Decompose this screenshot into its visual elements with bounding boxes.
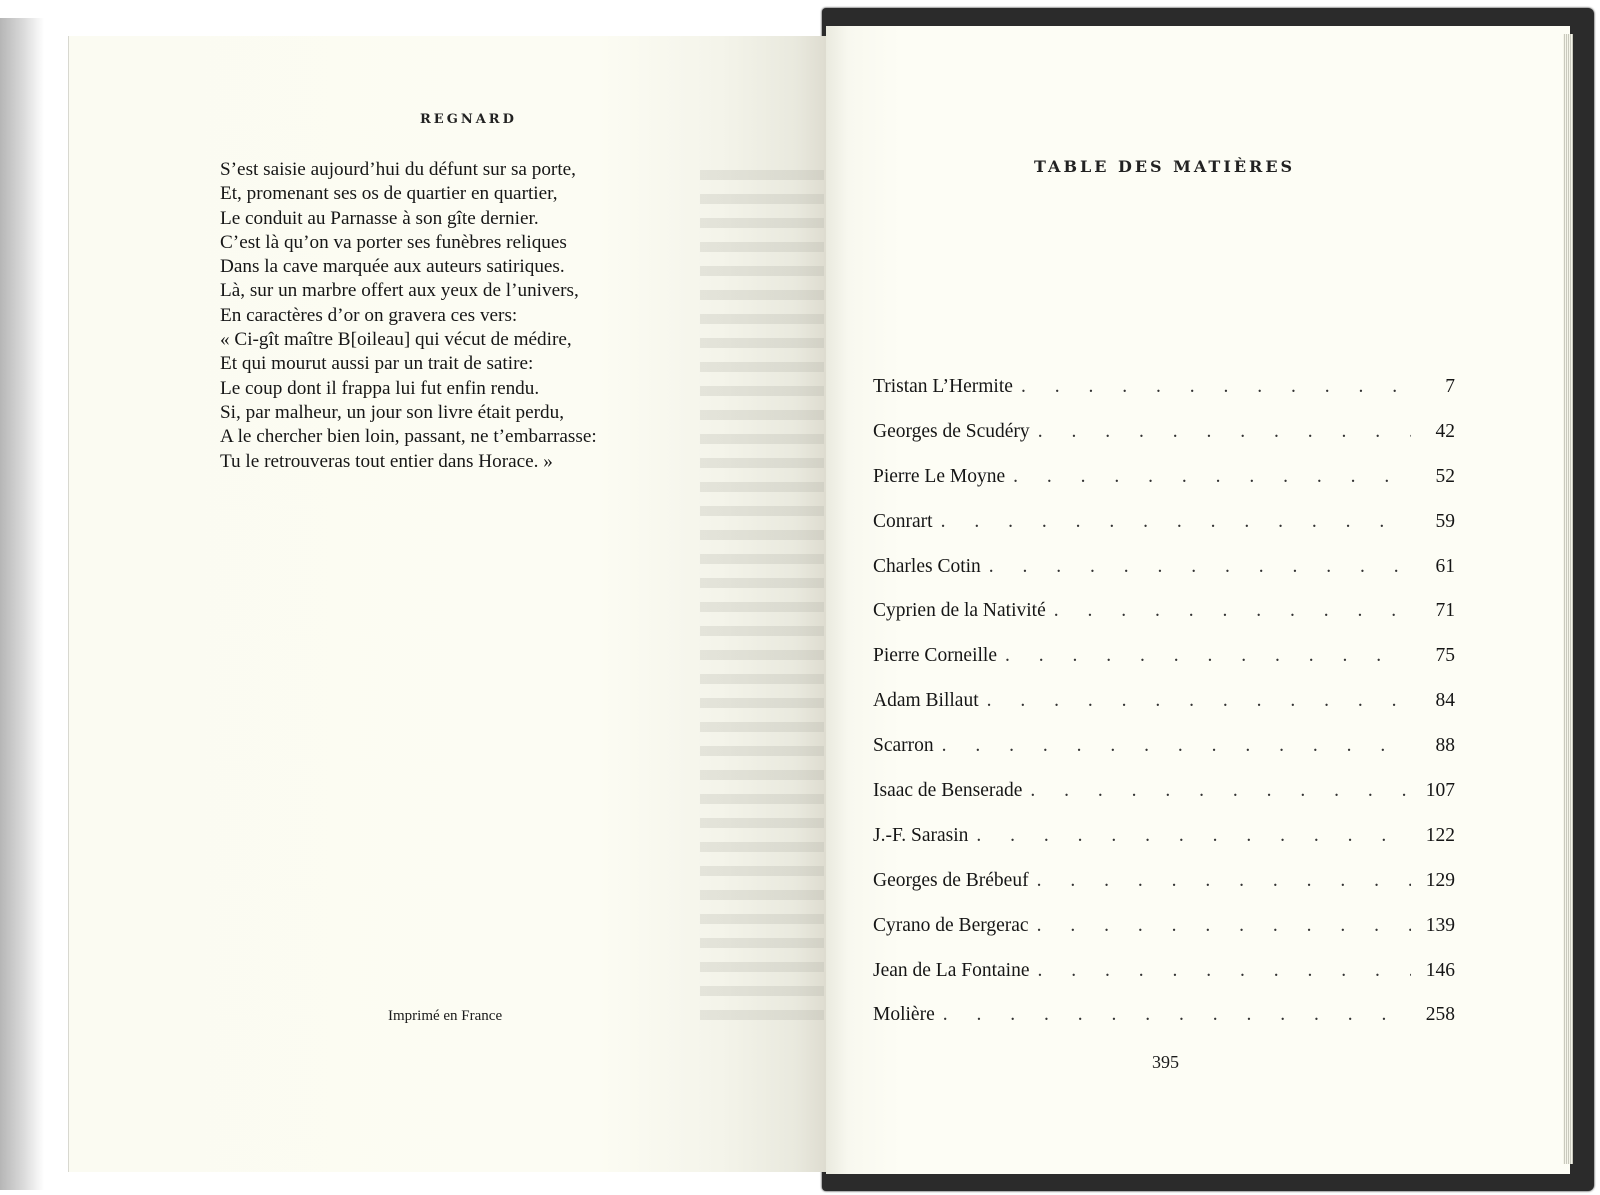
toc-entry-name: Scarron: [873, 735, 934, 757]
toc-entry-page: 71: [1435, 600, 1455, 622]
verse-block: [220, 158, 597, 474]
toc-entry: [873, 600, 1455, 645]
toc-entry-name: Georges de Scudéry: [873, 420, 1030, 442]
toc-entry-page: 88: [1435, 735, 1455, 757]
toc-entry-page: 59: [1435, 510, 1455, 532]
toc-entry-page: 107: [1425, 780, 1455, 802]
dot-leader: [976, 825, 1411, 847]
toc-entry-name: Tristan L’Hermite: [873, 376, 1013, 397]
toc-entry: [873, 870, 1455, 915]
verse-line: Le conduit au Parnasse à son gîte dernier.: [220, 207, 539, 229]
dot-leader: [1005, 645, 1411, 667]
dot-leader: [1054, 600, 1411, 622]
toc-title: TABLE DES MATIÈRES: [1034, 157, 1296, 176]
toc-entry: [873, 645, 1455, 690]
toc-entry-name: Charles Cotin: [873, 555, 981, 577]
toc-entry-name: Pierre Le Moyne: [873, 465, 1006, 487]
page-edges: [1563, 34, 1573, 1164]
page-number: 395: [1152, 1052, 1179, 1072]
show-through-text: [700, 162, 824, 1032]
toc-entry-page: 122: [1425, 824, 1455, 846]
verse-line: Et, promenant ses os de quartier en quartier,: [220, 183, 558, 205]
dot-leader: [1021, 376, 1411, 398]
toc-entry-page: 139: [1425, 914, 1455, 936]
toc-entry-name: Molière: [873, 1004, 935, 1026]
verse-line: S’est saisie aujourd’hui du défunt sur sa porte,: [220, 159, 576, 180]
dot-leader: [987, 690, 1411, 712]
toc-entry-page: 52: [1435, 465, 1455, 487]
toc-entry: [873, 511, 1455, 556]
dot-leader: [1038, 421, 1411, 443]
toc-entry-page: 42: [1435, 420, 1455, 442]
dot-leader: [941, 511, 1411, 533]
verse-line: Le coup dont il frappa lui fut enfin rendu.: [220, 377, 540, 399]
toc-entry: [873, 466, 1455, 511]
verse-line: Là, sur un marbre offert aux yeux de l’univers,: [220, 280, 579, 302]
verse-line: Tu le retrouveras tout entier dans Horace. »: [220, 450, 553, 472]
verse-line: A le chercher bien loin, passant, ne t’embarrasse:: [220, 426, 597, 448]
toc-entry-page: 75: [1435, 645, 1455, 667]
dot-leader: [1030, 780, 1411, 802]
toc-entry: [873, 825, 1455, 870]
verse-line: Si, par malheur, un jour son livre était perdu,: [220, 401, 564, 423]
toc-entry: [873, 421, 1455, 466]
toc-entry-name: Pierre Corneille: [873, 645, 997, 667]
toc-entry-name: Isaac de Benserade: [873, 780, 1023, 802]
toc-entry-page: 129: [1425, 869, 1455, 891]
toc-entry-page: 84: [1435, 690, 1455, 712]
toc-entry-page: 61: [1435, 555, 1455, 577]
dot-leader: [942, 735, 1411, 757]
toc-entry-name: J.-F. Sarasin: [873, 824, 969, 846]
toc-entry: [873, 915, 1455, 960]
toc-entry: [873, 690, 1455, 735]
toc-entry: [873, 556, 1455, 601]
verse-line: C’est là qu’on va porter ses funèbres reliques: [220, 231, 567, 253]
toc-entry-name: Georges de Brébeuf: [873, 869, 1029, 891]
dot-leader: [1013, 466, 1411, 488]
dot-leader: [943, 1004, 1411, 1026]
toc-entry-name: Cyrano de Bergerac: [873, 914, 1029, 936]
dot-leader: [989, 556, 1411, 578]
dot-leader: [1037, 915, 1411, 937]
toc-entry-name: Conrart: [873, 510, 933, 532]
dot-leader: [1038, 960, 1412, 982]
table-of-contents: [873, 376, 1455, 1049]
toc-entry: [873, 780, 1455, 825]
toc-entry-name: Cyprien de la Nativité: [873, 600, 1046, 622]
toc-entry-page: 7: [1445, 376, 1455, 397]
verse-line: Et qui mourut aussi par un trait de satire:: [220, 353, 534, 375]
toc-entry-page: 146: [1425, 959, 1455, 981]
toc-entry: [873, 735, 1455, 780]
toc-entry: [873, 960, 1455, 1005]
left-edge-shadow: [0, 18, 44, 1190]
verse-line: En caractères d’or on gravera ces vers:: [220, 304, 518, 326]
imprint-note: Imprimé en France: [388, 1008, 503, 1024]
toc-entry: [873, 1004, 1455, 1049]
running-head: REGNARD: [420, 112, 517, 127]
dot-leader: [1037, 870, 1411, 892]
verse-line: Dans la cave marquée aux auteurs satiriques.: [220, 256, 565, 278]
toc-entry-name: Adam Billaut: [873, 690, 979, 712]
verse-line: « Ci-gît maître B[oileau] qui vécut de médire,: [220, 329, 572, 351]
toc-entry-page: 258: [1425, 1004, 1455, 1026]
toc-entry: [873, 376, 1455, 421]
toc-entry-name: Jean de La Fontaine: [873, 959, 1030, 981]
